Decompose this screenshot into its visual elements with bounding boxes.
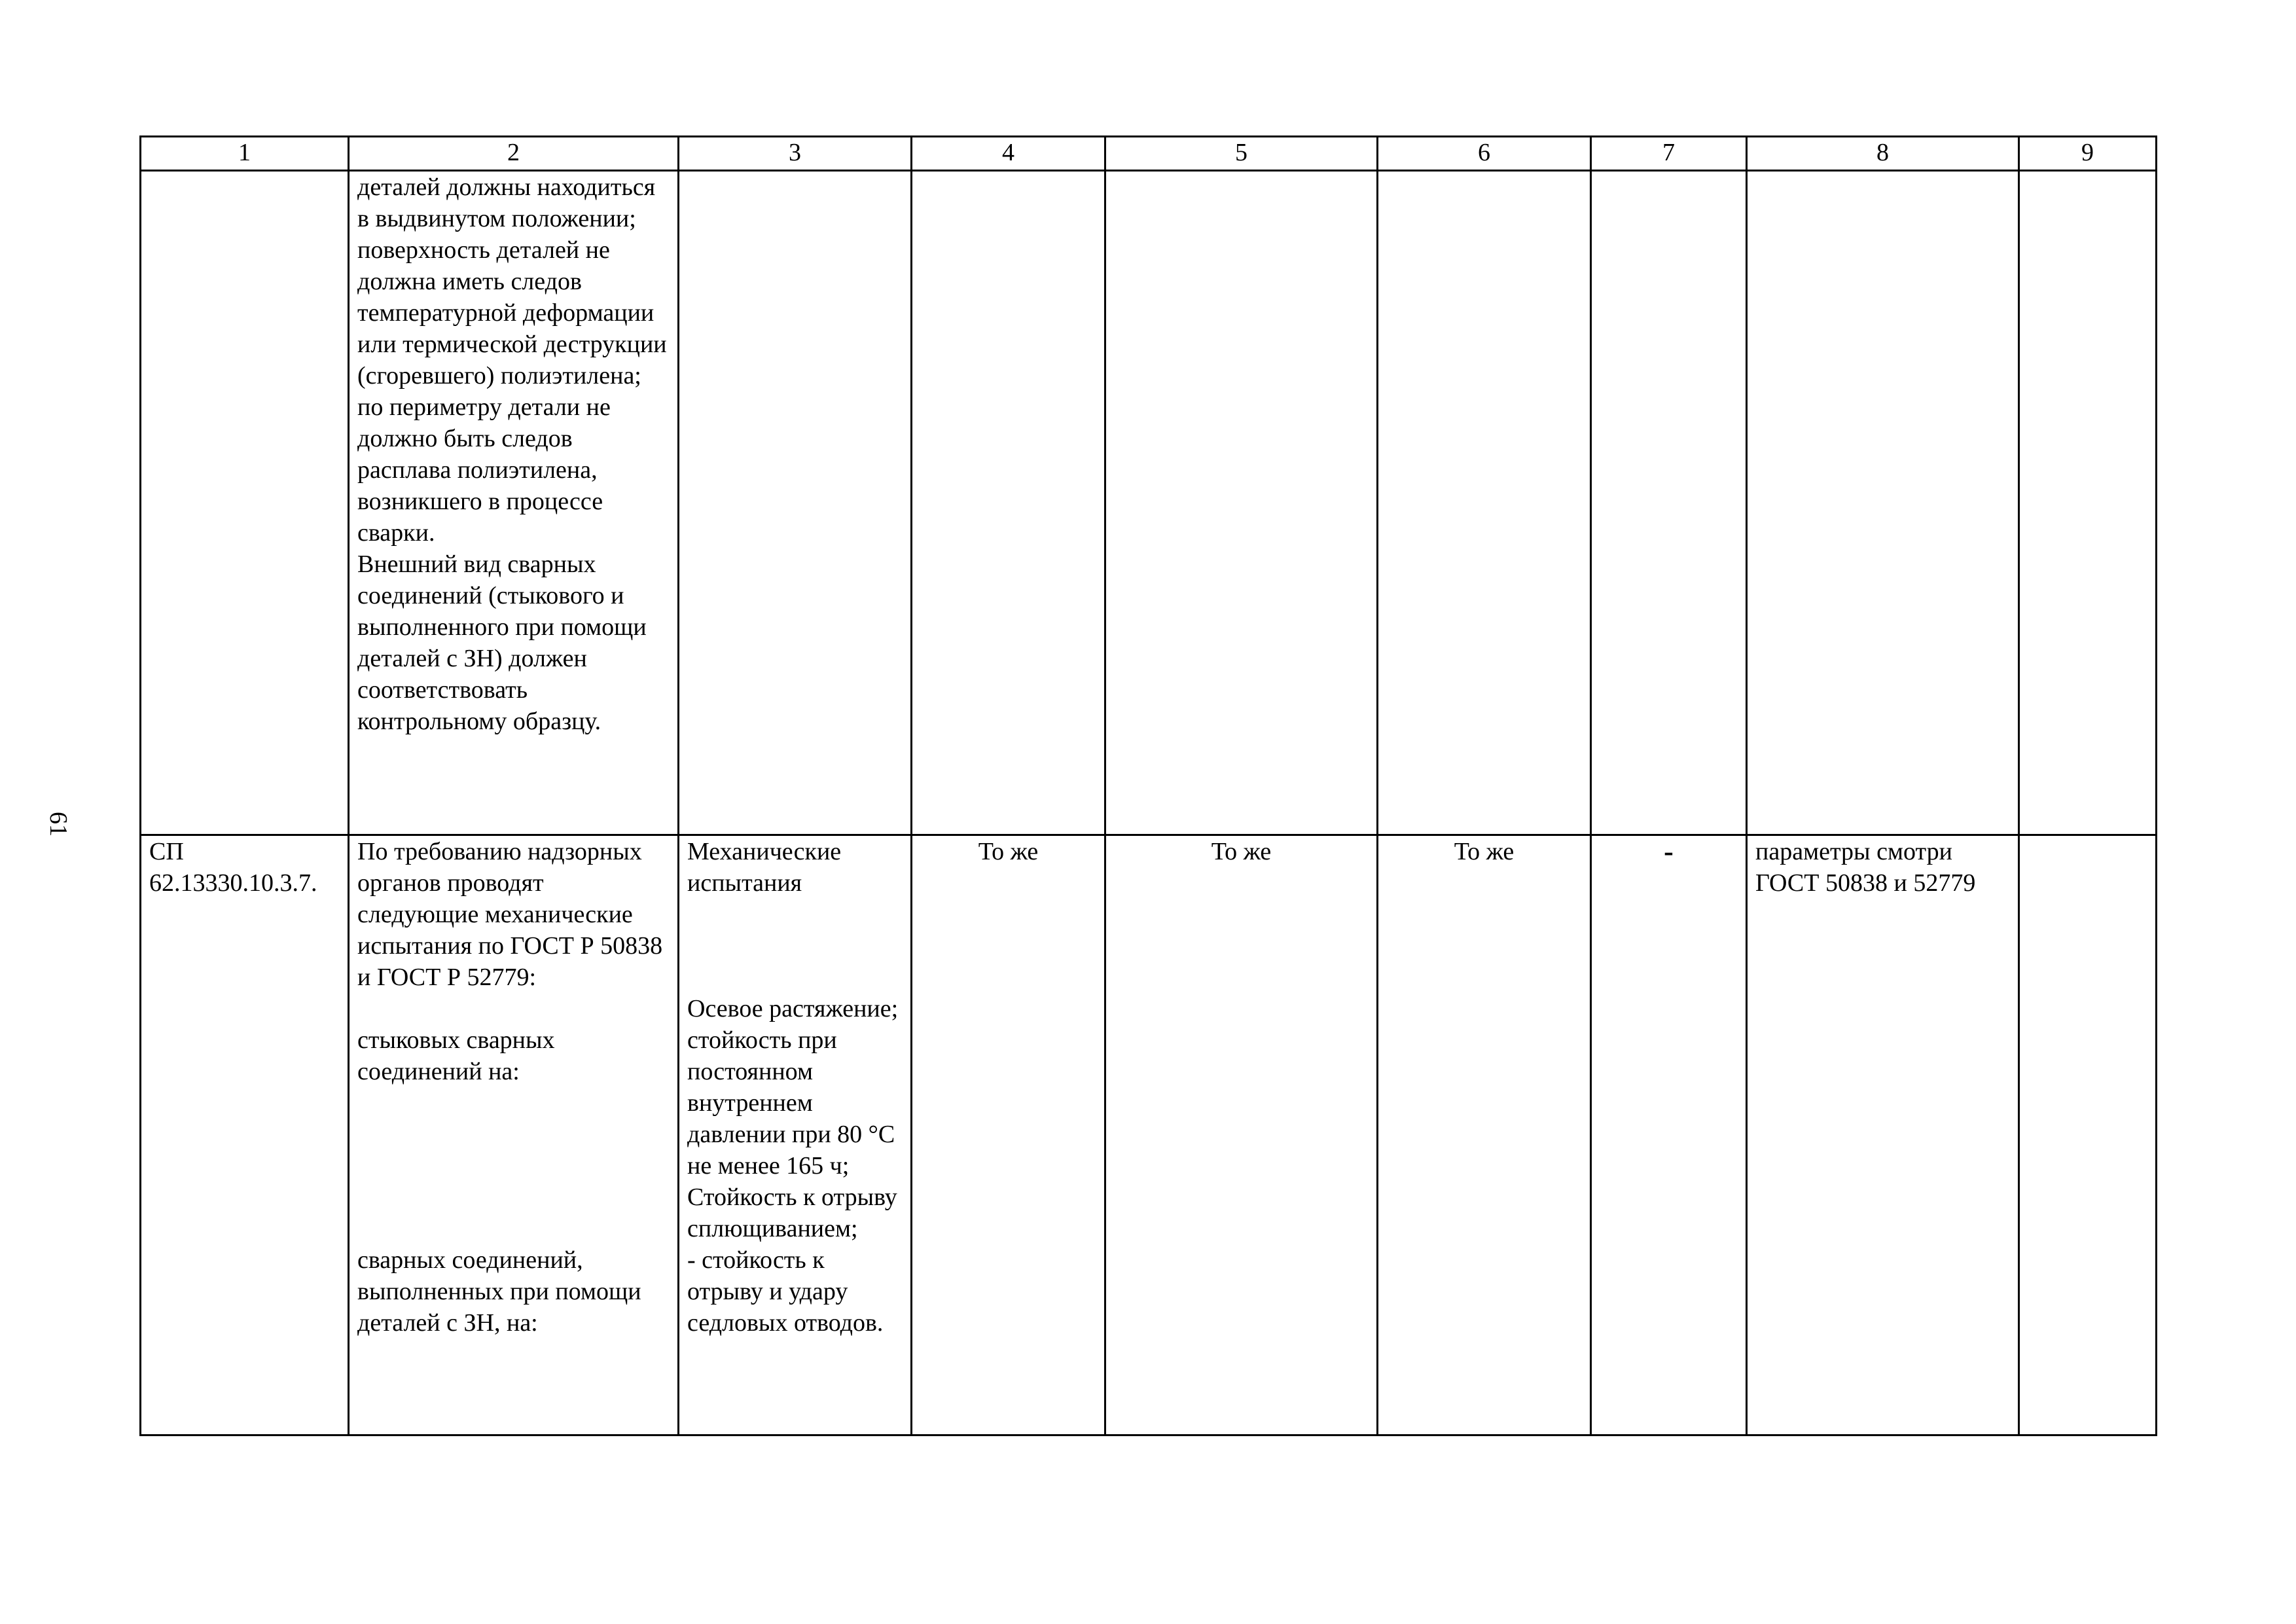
parameters-reference: параметры смотри ГОСТ 50838 и 52779	[1755, 838, 1976, 897]
row1-col3-cell	[679, 171, 912, 835]
header-cell-6: 6	[1378, 137, 1591, 171]
table-header-row	[141, 137, 2157, 171]
test-type-title: Механические испытания	[687, 838, 842, 897]
butt-joints-label: стыковых сварных соединений на:	[357, 1026, 555, 1085]
row1-col6-cell	[1378, 171, 1591, 835]
document-table	[139, 135, 2157, 1436]
row2-col2-cell	[349, 835, 679, 1435]
header-cell-1: 1	[141, 137, 349, 171]
row1-col4-cell	[912, 171, 1105, 835]
dash-mark: -	[1664, 835, 1674, 867]
row1-col2-cell	[349, 171, 679, 835]
row2-col3-cell	[679, 835, 912, 1435]
header-cell-9: 9	[2019, 137, 2157, 171]
row1-col1-cell	[141, 171, 349, 835]
row2-col5-cell	[1105, 835, 1378, 1435]
row2-col8-cell	[1747, 835, 2019, 1435]
test-requirement-intro: По требованию надзорных органов проводят следующие механические испытания по ГОСТ Р 50838 и ГОСТ Р 52779:	[357, 838, 663, 991]
row2-col4-cell	[912, 835, 1105, 1435]
header-cell-2: 2	[349, 137, 679, 171]
row1-col8-cell	[1747, 171, 2019, 835]
header-cell-4: 4	[912, 137, 1105, 171]
row1-col5-cell	[1105, 171, 1378, 835]
butt-joints-tests: Осевое растяжение; стойкость при постоянном внутреннем давлении при 80 °С не менее 165 ч;	[687, 995, 899, 1180]
requirement-text: деталей должны находиться в выдвинутом положении;	[357, 173, 656, 232]
row1-col9-cell	[2019, 171, 2157, 835]
row2-col6-cell	[1378, 835, 1591, 1435]
requirement-text: поверхность деталей не должна иметь следов температурной деформации или термической деструкции (сгоревшего) полиэтилена;	[357, 236, 667, 389]
zn-joints-label: сварных соединений, выполненных при помощи деталей с ЗН, на:	[357, 1246, 641, 1337]
row1-col7-cell	[1591, 171, 1747, 835]
table-row	[141, 835, 2157, 1435]
table-row	[141, 171, 2157, 835]
requirement-text: Внешний вид сварных соединений (стыкового и выполненного при помощи деталей с ЗН) должен соответствовать контрольному образцу.	[357, 550, 647, 735]
requirement-text: по периметру детали не должно быть следов расплава полиэтилена, возникшего в процессе сварки.	[357, 393, 611, 547]
header-cell-7: 7	[1591, 137, 1747, 171]
header-cell-5: 5	[1105, 137, 1378, 171]
zn-joints-tests: Стойкость к отрыву сплющиванием; - стойкость к отрыву и удару седловых отводов.	[687, 1183, 897, 1337]
same-as-above-text: То же	[1454, 838, 1515, 865]
row2-col9-cell	[2019, 835, 2157, 1435]
same-as-above-text: То же	[1211, 838, 1272, 865]
header-cell-8: 8	[1747, 137, 2019, 171]
header-cell-3: 3	[679, 137, 912, 171]
page-number: 61	[45, 812, 72, 837]
regulation-reference: СП 62.13330.10.3.7.	[149, 838, 317, 897]
same-as-above-text: То же	[978, 838, 1039, 865]
row2-col1-cell	[141, 835, 349, 1435]
row2-col7-cell	[1591, 835, 1747, 1435]
